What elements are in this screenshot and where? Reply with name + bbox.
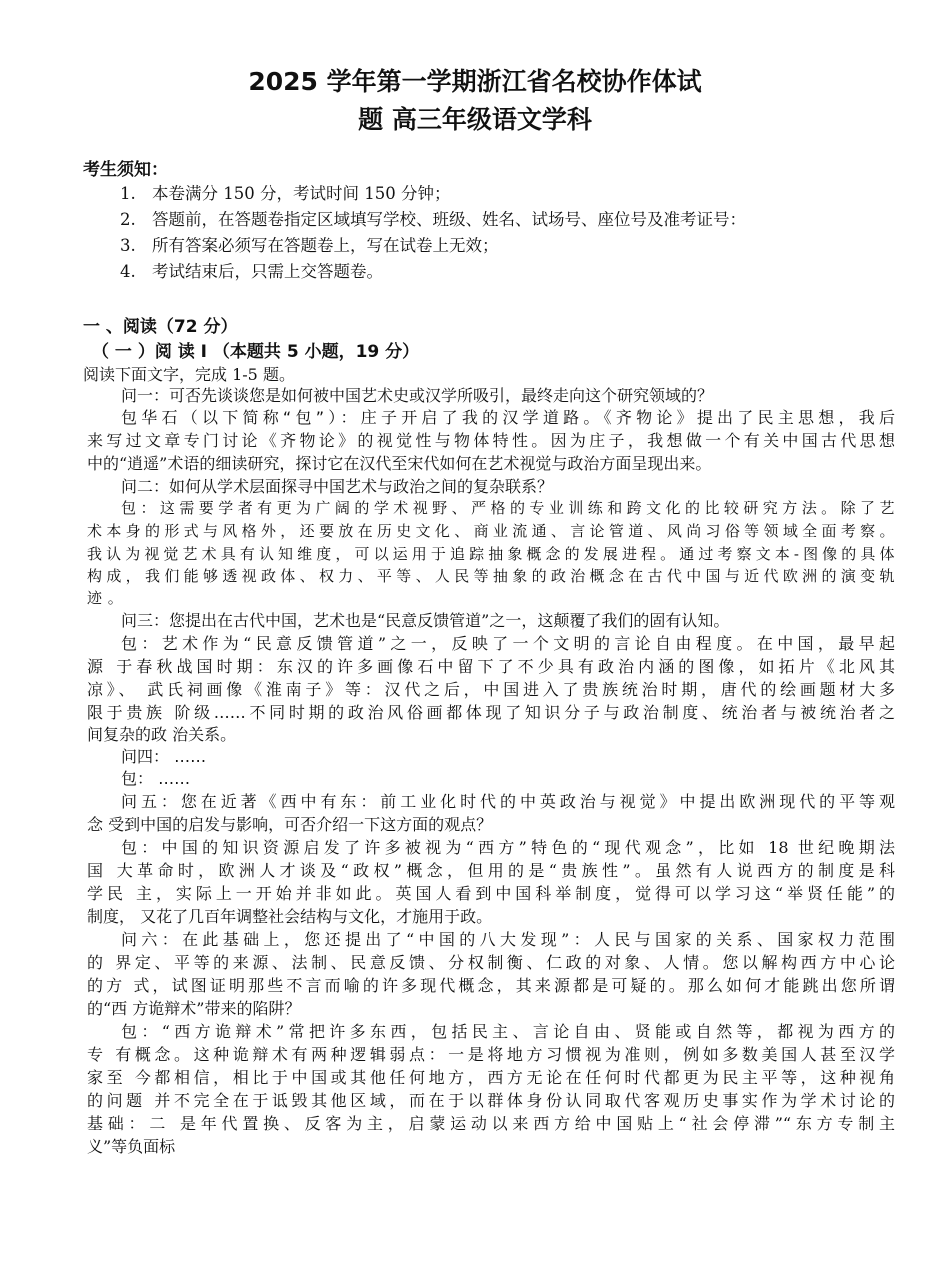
notice-item-text: 考试结束后，只需上交答题卷。: [152, 262, 383, 281]
exam-title-line2: 题 高三年级语文学科: [358, 105, 592, 134]
passage-line: 国 大革命时，欧洲人才谈及“政权”概念，但用的是“贵族性”。虽然有人说西方的制度是科: [87, 861, 895, 880]
passage-line: 包：艺术作为“民意反馈管道”之一，反映了一个文明的言论自由程度。在中国，最早起: [121, 634, 895, 653]
exam-title-line1: 2025 学年第一学期浙江省名校协作体试: [248, 67, 702, 96]
notice-item: [120, 258, 383, 282]
passage-line: 家至 今都相信，相比于中国或其他任何地方，西方无论在任何时代都更为民主平等，这种视角: [87, 1068, 895, 1087]
notice-heading: 考生须知：: [83, 160, 168, 180]
notice-item-text: 答题前，在答题卷指定区域填写学校、班级、姓名、试场号、座位号及准考证号：: [152, 210, 746, 229]
passage-line: 的 界定、平等的来源、法制、民意反馈、分权制衡、仁政的对象、人情。您以解构西方中心论: [87, 953, 895, 972]
passage-line: 包：这需要学者有更为广阔的学术视野、严格的专业训练和跨文化的比较研究方法。除了艺: [121, 499, 895, 517]
notice-item: [120, 206, 746, 230]
passage-line: 问五：您在近著《西中有东：前工业化时代的中英政治与视觉》中提出欧洲现代的平等观: [121, 792, 895, 811]
instruction-text: 阅读下面文字，完成 1-5 题。: [83, 365, 295, 384]
notice-item-number: 3.: [120, 236, 136, 255]
passage-line: 念 受到中国的启发与影响，可否介绍一下这方面的观点？: [87, 815, 493, 834]
passage-line: 我认为视觉艺术具有认知维度，可以运用于追踪抽象概念的发展进程。通过考察文本-图像的具体: [87, 545, 895, 563]
passage-line: 中的“逍遥”术语的细读研究，探讨它在汉代至宋代如何在艺术视觉与政治方面呈现出来。: [87, 454, 712, 473]
passage-line: 问一：可否先谈谈您是如何被中国艺术史或汉学所吸引，最终走向这个研究领域的？: [121, 386, 714, 405]
passage-line: 专 有概念。这种诡辩术有两种逻辑弱点：一是将地方习惯视为准则，例如多数美国人甚至汉学: [87, 1045, 895, 1064]
passage-line: 制度， 又花了几百年调整社会结构与文化，才施用于政。: [87, 907, 493, 926]
passage-line: 学民 主，实际上一开始并非如此。英国人看到中国科举制度，觉得可以学习这“举贤任能”的: [87, 884, 895, 903]
section-heading: 一 、阅读（72 分）: [83, 317, 238, 337]
passage-line: 源 于春秋战国时期：东汉的许多画像石中留下了不少具有政治内涵的图像，如拓片《北风其: [87, 657, 895, 676]
notice-item-text: 所有答案必须写在答题卷上，写在试卷上无效；: [152, 236, 499, 255]
passage-line: 构成，我们能够透视政体、权力、平等、人民等抽象的政治概念在古代中国与近代欧洲的演变轨: [87, 567, 895, 585]
passage-line: 义”等负面标: [87, 1137, 176, 1156]
passage-line: 包： ……: [121, 769, 191, 788]
passage-line: 问三：您提出在古代中国，艺术也是“民意反馈管道”之一，这颠覆了我们的固有认知。: [121, 611, 730, 630]
passage-line: 术本身的形式与风格外，还要放在历史文化、商业流通、言论管道、风尚习俗等领域全面考察。: [87, 522, 895, 540]
passage-line: 的方 式，试图证明那些不言而喻的许多现代概念，其来源都是可疑的。那么如何才能跳出您所谓: [87, 976, 895, 995]
notice-item-number: 1.: [120, 184, 136, 203]
notice-item: [120, 232, 499, 256]
notice-item-text: 本卷满分 150 分，考试时间 150 分钟；: [152, 184, 451, 203]
passage-line: 间复杂的政 治关系。: [87, 725, 237, 744]
passage-line: 来写过文章专门讨论《齐物论》的视觉性与物体特性。因为庄子，我想做一个有关中国古代思想: [87, 431, 895, 450]
passage-line: 的问题 并不完全在于诋毁其他区域，而在于以群体身份认同取代客观历史事实作为学术讨论的: [87, 1091, 895, 1110]
passage-line: 问二：如何从学术层面探寻中国艺术与政治之间的复杂联系？: [121, 477, 554, 496]
passage-line: 基础：二 是年代置换、反客为主，启蒙运动以来西方给中国贴上“社会停滞”“东方专制主: [87, 1114, 895, 1133]
passage-line: 包：“西方诡辩术”常把许多东西，包括民主、言论自由、贤能或自然等，都视为西方的: [121, 1022, 895, 1041]
notice-item-number: 4.: [120, 262, 136, 281]
passage-line: 限于贵族 阶级……不同时期的政治风俗画都体现了知识分子与政治制度、统治者与被统治者之: [87, 703, 895, 722]
passage-line: 问四： ……: [121, 747, 207, 766]
notice-item-number: 2.: [120, 210, 136, 229]
passage-line: 凉》、 武氏祠画像《淮南子》等：汉代之后，中国进入了贵族统治时期，唐代的绘画题材大多: [87, 680, 895, 699]
passage-line: 迹 。: [87, 589, 124, 607]
passage-line: 包：中国的知识资源启发了许多被视为“西方”特色的“现代观念”，比如 18 世纪晚期法: [121, 838, 895, 857]
notice-item: [120, 180, 450, 204]
passage-line: 问六：在此基础上，您还提出了“中国的八大发现”：人民与国家的关系、国家权力范围: [121, 930, 895, 949]
passage-line: 包华石（以下简称“包”）：庄子开启了我的汉学道路。《齐物论》提出了民主思想，我后: [121, 408, 895, 427]
passage-line: 的“西 方诡辩术”带来的陷阱？: [87, 999, 301, 1018]
subsection-heading: （ 一 ）阅 读 I （本题共 5 小题，19 分）: [92, 342, 420, 362]
